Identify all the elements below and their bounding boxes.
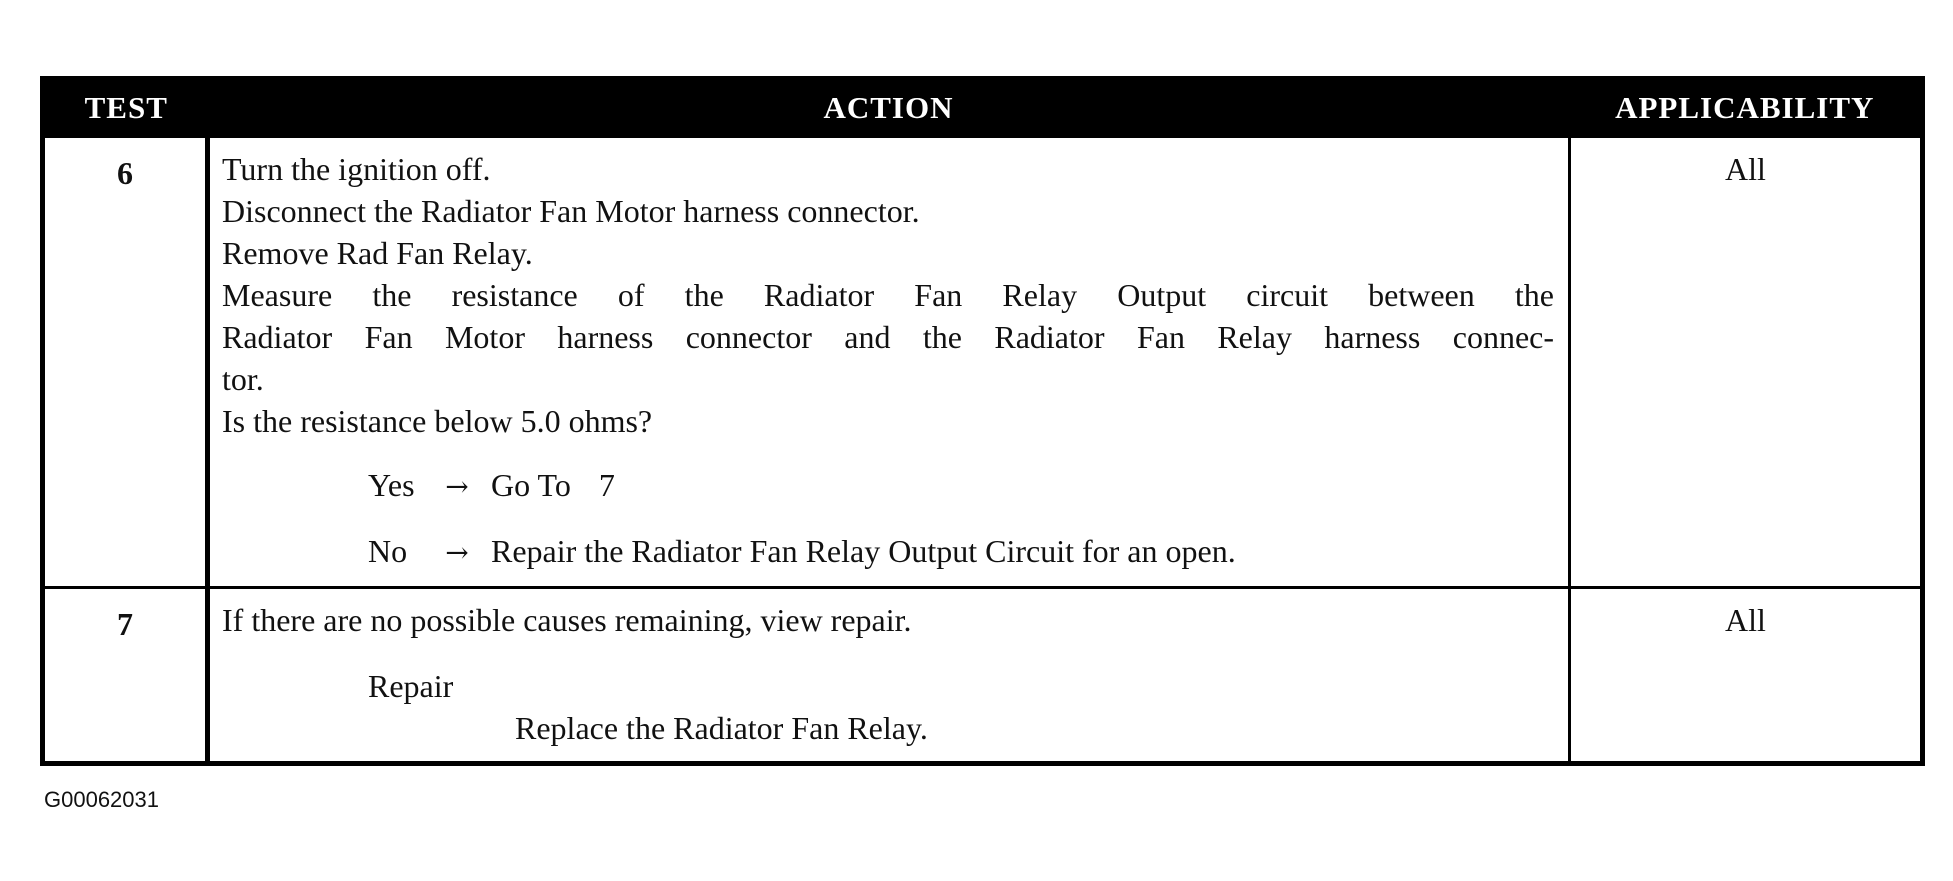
no-branch	[222, 530, 1554, 574]
repair-label: Repair	[368, 668, 454, 704]
diagnostic-test-table	[40, 76, 1925, 766]
header-applicability: APPLICABILITY	[1570, 79, 1923, 137]
goto-target: 7	[598, 467, 615, 503]
test-number-7: 7	[43, 588, 208, 764]
no-action-text: Repair the Radiator Fan Relay Output Circuit for an open.	[491, 533, 1236, 569]
right-arrow-icon: →	[445, 536, 469, 569]
right-arrow-icon: →	[445, 470, 469, 503]
table-row	[43, 137, 1923, 588]
action-step: Disconnect the Radiator Fan Motor harness connector.	[222, 193, 920, 229]
action-cell-7	[208, 588, 1570, 764]
header-test: TEST	[43, 79, 208, 137]
action-step: If there are no possible causes remaining, view repair.	[222, 602, 912, 638]
header-action: ACTION	[208, 79, 1570, 137]
figure-code: G00062031	[44, 787, 159, 812]
action-step: Turn the ignition off.	[222, 151, 491, 187]
repair-text: Replace the Radiator Fan Relay.	[515, 710, 928, 746]
table-header-row	[43, 79, 1923, 137]
action-step: Remove Rad Fan Relay.	[222, 235, 533, 271]
action-step: Radiator Fan Motor harness connector and the Radiator Fan Relay harness connec-	[222, 319, 1554, 355]
action-step: Measure the resistance of the Radiator Fan Relay Output circuit between the	[222, 277, 1554, 313]
action-cell-6	[208, 137, 1570, 588]
table-row	[43, 588, 1923, 764]
action-step: tor.	[222, 361, 264, 397]
no-label: No	[368, 533, 408, 569]
applicability-7: All	[1570, 588, 1923, 764]
goto-text: Go To	[491, 467, 571, 503]
test-number-6: 6	[43, 137, 208, 588]
yes-branch	[222, 464, 1554, 508]
yes-label: Yes	[368, 467, 415, 503]
action-question: Is the resistance below 5.0 ohms?	[222, 403, 653, 439]
applicability-6: All	[1570, 137, 1923, 588]
